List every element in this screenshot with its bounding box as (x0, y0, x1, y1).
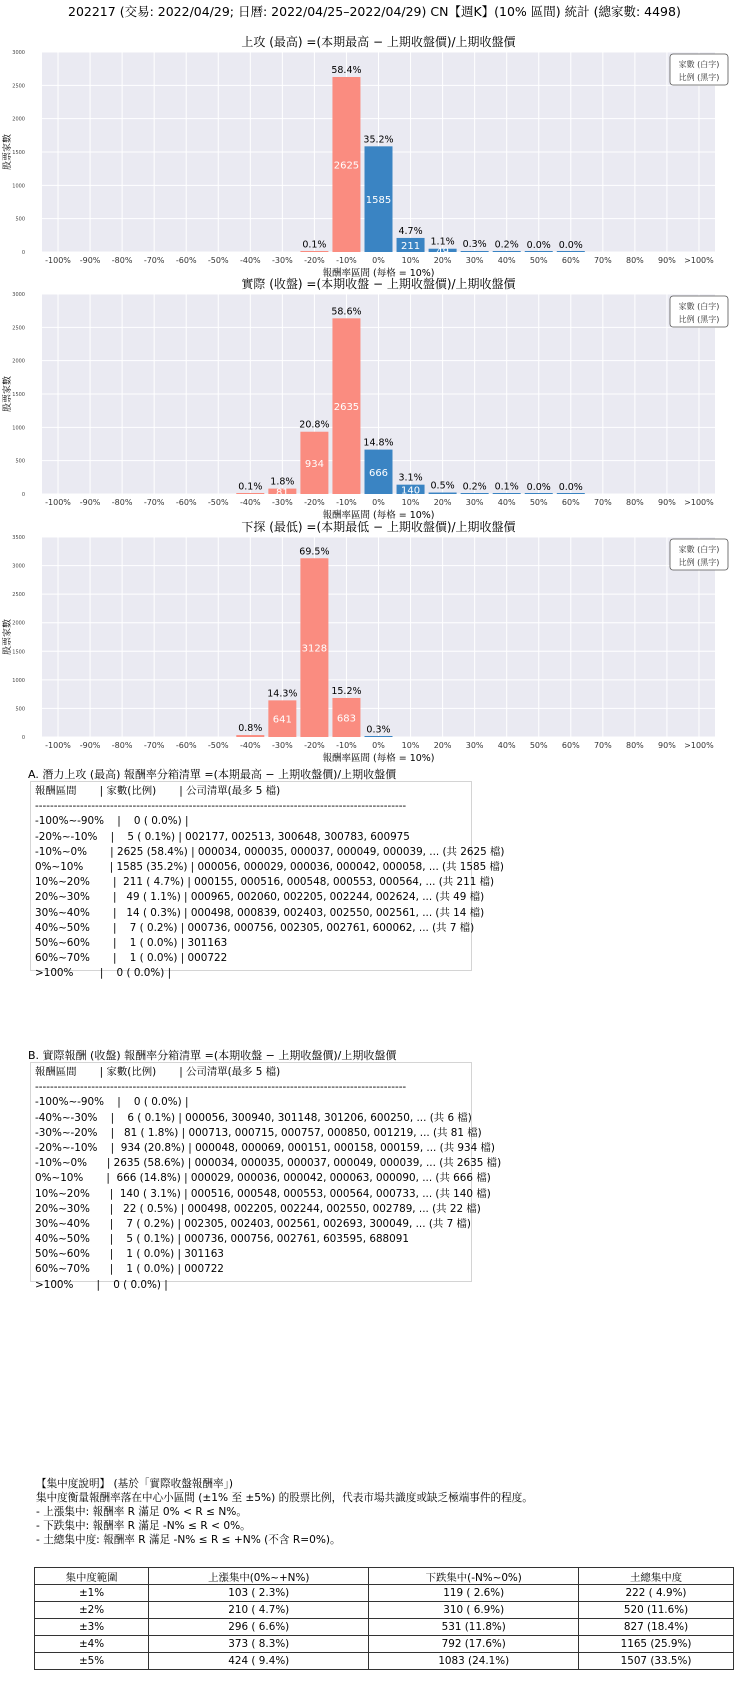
legend-line: 家數 (白字) (678, 545, 720, 554)
concentration-cell: 1083 (24.1%) (369, 1653, 579, 1670)
x-tick-label: 30% (465, 498, 484, 507)
dist-line: 20%~30% | 49 ( 1.1%) | 000965, 002060, 002205, 002244, 002624, ... (共 49 檔) (35, 891, 485, 904)
x-tick-label: -70% (143, 256, 165, 265)
pct-label: 0.1% (494, 481, 519, 493)
concentration-cell: 222 ( 4.9%) (579, 1585, 734, 1602)
pct-label: 35.2% (363, 134, 394, 146)
x-tick-label: -40% (239, 256, 261, 265)
concentration-cell: 310 ( 6.9%) (369, 1602, 579, 1619)
bar (365, 736, 393, 737)
pct-label: 20.8% (299, 419, 330, 431)
concentration-bullet-down: - 下跌集中: 報酬率 R 滿足 -N% ≤ R < 0%。 (36, 1520, 251, 1532)
dist-line: --------------------------------------------------------------------------------------------------- (35, 1081, 407, 1094)
x-tick-label: -90% (79, 741, 101, 750)
legend-line: 家數 (白字) (678, 302, 720, 311)
x-tick-label: 90% (658, 256, 676, 265)
pct-label: 0.5% (430, 480, 455, 492)
legend-line: 比例 (黑字) (678, 73, 720, 82)
y-axis-label: 股票家數 (3, 375, 13, 413)
pct-label: 58.6% (331, 306, 362, 318)
dist-line: 50%~60% | 1 ( 0.0%) | 301163 (35, 1248, 224, 1261)
concentration-cell: 1165 (25.9%) (579, 1636, 734, 1653)
x-tick-label: 0% (372, 498, 385, 507)
x-tick-label: 0% (372, 256, 385, 265)
x-tick-label: -40% (239, 741, 261, 750)
y-tick-label: 1000 (12, 183, 25, 190)
x-tick-label: 20% (433, 498, 452, 507)
section-a-box (30, 781, 505, 980)
chart-title: 下探 (最低) =(本期最低 − 上期收盤價)/上期收盤價 (241, 520, 516, 534)
x-tick-label: -20% (304, 256, 325, 265)
pct-label: 58.4% (331, 65, 362, 76)
x-tick-label: -10% (336, 498, 357, 507)
count-label: 934 (304, 458, 324, 470)
x-tick-label: 70% (593, 256, 612, 265)
x-tick-label: -80% (111, 498, 133, 507)
x-tick-label: -30% (272, 256, 293, 265)
chart-close (0, 276, 740, 526)
x-tick-label: 70% (593, 741, 612, 750)
concentration-cell: ±1% (35, 1585, 149, 1602)
pct-label: 0.1% (302, 239, 327, 251)
dist-line: --------------------------------------------------------------------------------------------------- (35, 800, 407, 813)
x-tick-label: -50% (207, 741, 229, 750)
y-axis-label: 股票家數 (3, 618, 13, 656)
concentration-bullet-total: - 土總集中度: 報酬率 R 滿足 -N% ≤ R ≤ +N% (不含 R=0%)。 (36, 1534, 341, 1546)
x-tick-label: -70% (143, 498, 165, 507)
x-tick-label: -100% (45, 741, 71, 750)
x-tick-label: -20% (304, 498, 325, 507)
concentration-bullet-up: - 上漲集中: 報酬率 R 滿足 0% < R ≤ N%。 (36, 1506, 247, 1518)
pct-label: 15.2% (331, 685, 362, 697)
x-tick-label: 60% (561, 498, 580, 507)
x-tick-label: 80% (625, 741, 644, 750)
count-label: 641 (272, 714, 292, 726)
y-tick-label: 1000 (12, 425, 25, 432)
x-tick-label: 50% (529, 741, 548, 750)
concentration-cell: 103 ( 2.3%) (149, 1585, 369, 1602)
x-tick-label: 40% (497, 256, 516, 265)
legend-line: 比例 (黑字) (678, 315, 720, 324)
bar (557, 251, 585, 252)
x-tick-label: 10% (401, 256, 420, 265)
pct-label: 14.8% (363, 437, 394, 449)
dist-line: 報酬區間 | 家數(比例) | 公司清單(最多 5 檔) (35, 1066, 281, 1078)
legend (670, 296, 728, 327)
dist-line: -40%~-30% | 6 ( 0.1%) | 000056, 300940, 301148, 301206, 600250, ... (共 6 檔) (35, 1111, 472, 1124)
pct-label: 0.0% (558, 239, 583, 251)
y-tick-label: 1500 (12, 150, 25, 156)
y-tick-label: 1000 (12, 677, 25, 684)
concentration-row (35, 1653, 734, 1670)
x-tick-label: >100% (684, 498, 714, 507)
dist-line: 20%~30% | 22 ( 0.5%) | 000498, 002205, 002244, 002550, 002789, ... (共 22 檔) (35, 1202, 481, 1215)
dist-line: 60%~70% | 1 ( 0.0%) | 000722 (35, 1263, 224, 1276)
concentration-cell: 424 ( 9.4%) (149, 1653, 369, 1670)
x-tick-label: 80% (625, 498, 644, 507)
x-tick-label: -90% (79, 498, 101, 507)
x-tick-label: -20% (304, 741, 325, 750)
dist-line: 30%~40% | 7 ( 0.2%) | 002305, 002403, 002561, 002693, 300049, ... (共 7 檔) (35, 1217, 471, 1230)
x-tick-label: 40% (497, 498, 516, 507)
dist-line: -30%~-20% | 81 ( 1.8%) | 000713, 000715, 000757, 000850, 001219, ... (共 81 檔) (35, 1126, 482, 1139)
count-label: 49 (436, 246, 449, 258)
chart-low (0, 519, 740, 769)
x-tick-label: -10% (336, 256, 357, 265)
pct-label: 0.0% (526, 239, 551, 251)
concentration-header: 下跌集中(-N%~0%) (369, 1568, 579, 1585)
dist-line: >100% | 0 ( 0.0%) | (35, 1278, 168, 1291)
y-tick-label: 3000 (12, 563, 25, 570)
x-tick-label: 30% (465, 741, 484, 750)
pct-label: 14.3% (267, 688, 298, 700)
x-axis-label: 報酬率區間 (每格 = 10%) (322, 268, 435, 279)
page-title: 202217 (交易: 2022/04/29; 日曆: 2022/04/25–2022/04/29) CN【週K】(10% 區間) 統計 (總家數: 4498) (68, 4, 681, 19)
x-tick-label: -100% (45, 256, 71, 265)
bar (300, 251, 328, 252)
pct-label: 0.2% (462, 481, 487, 493)
x-tick-label: 80% (625, 256, 644, 265)
bar (493, 493, 521, 494)
bar (461, 493, 489, 494)
x-tick-label: -50% (207, 498, 229, 507)
concentration-cell: ±5% (35, 1653, 149, 1670)
x-tick-label: -90% (79, 256, 101, 265)
dist-line: 0%~10% | 1585 (35.2%) | 000056, 000029, 000036, 000042, 000058, ... (共 1585 檔) (35, 860, 504, 873)
y-tick-label: 2000 (12, 358, 25, 365)
dist-line: -10%~0% | 2635 (58.6%) | 000034, 000035, 000037, 000049, 000039, ... (共 2635 檔) (35, 1157, 502, 1170)
x-tick-label: -80% (111, 256, 133, 265)
y-tick-label: 1500 (12, 649, 25, 656)
x-tick-label: -100% (45, 498, 71, 507)
count-label: 140 (401, 485, 421, 497)
x-tick-label: 50% (529, 498, 548, 507)
bar (236, 493, 264, 494)
dist-line: 報酬區間 | 家數(比例) | 公司清單(最多 5 檔) (35, 785, 281, 797)
count-label: 683 (336, 713, 356, 725)
y-tick-label: 3500 (12, 535, 25, 541)
x-tick-label: -70% (143, 741, 165, 750)
concentration-cell: 827 (18.4%) (579, 1619, 734, 1636)
legend (670, 539, 728, 570)
chart-low-svg (0, 519, 740, 769)
dist-line: -100%~-90% | 0 ( 0.0%) | (35, 1096, 189, 1109)
x-tick-label: -10% (336, 741, 357, 750)
concentration-cell: 520 (11.6%) (579, 1602, 734, 1619)
chart-title: 上攻 (最高) =(本期最高 − 上期收盤價)/上期收盤價 (241, 35, 516, 49)
pct-label: 0.0% (526, 481, 551, 493)
concentration-table (34, 1567, 734, 1670)
y-tick-label: 2000 (12, 620, 25, 627)
dist-line: 10%~20% | 140 ( 3.1%) | 000516, 000548, 000553, 000564, 000733, ... (共 140 檔) (35, 1187, 491, 1200)
count-label: 1585 (365, 195, 392, 207)
x-tick-label: 50% (529, 256, 548, 265)
count-label: 2625 (333, 160, 360, 172)
y-tick-label: 0 (21, 735, 25, 741)
dist-line: -100%~-90% | 0 ( 0.0%) | (35, 815, 189, 828)
y-tick-label: 0 (21, 492, 25, 498)
dist-line: -20%~-10% | 934 (20.8%) | 000048, 000069, 000151, 000158, 000159, ... (共 934 檔) (35, 1141, 495, 1154)
y-tick-label: 500 (15, 458, 25, 465)
dist-line: 40%~50% | 7 ( 0.2%) | 000736, 000756, 002305, 002761, 600062, ... (共 7 檔) (35, 921, 475, 934)
pct-label: 0.3% (462, 239, 487, 251)
x-tick-label: 10% (401, 741, 420, 750)
count-label: 81 (275, 487, 289, 499)
concentration-header: 土總集中度 (579, 1568, 734, 1585)
count-label: 211 (401, 240, 421, 252)
concentration-header: 集中度範圍 (35, 1568, 149, 1585)
section-b-title: B. 實際報酬 (收盤) 報酬率分箱清單 =(本期收盤 − 上期收盤價)/上期收盤價 (28, 1049, 397, 1062)
pct-label: 3.1% (398, 472, 423, 484)
concentration-desc: 集中度衡量報酬率落在中心小區間 (±1% 至 ±5%) 的股票比例，代表市場共識度或缺乏極端事件的程度。 (36, 1492, 533, 1504)
y-tick-label: 2500 (12, 592, 25, 599)
dist-line: -10%~0% | 2625 (58.4%) | 000034, 000035, 000037, 000049, 000039, ... (共 2625 檔) (35, 845, 505, 858)
x-tick-label: -60% (175, 256, 197, 265)
bar (557, 493, 585, 494)
bar (429, 493, 457, 494)
y-tick-label: 2500 (12, 325, 25, 332)
bar (493, 251, 521, 252)
x-tick-label: 20% (433, 256, 452, 265)
count-label: 2635 (333, 402, 360, 414)
y-tick-label: 500 (15, 706, 25, 713)
y-tick-label: 3000 (12, 50, 25, 56)
x-tick-label: 40% (497, 741, 516, 750)
x-tick-label: 20% (433, 741, 452, 750)
count-label: 3128 (301, 643, 328, 655)
concentration-cell: ±2% (35, 1602, 149, 1619)
dist-line: -20%~-10% | 5 ( 0.1%) | 002177, 002513, 300648, 300783, 600975 (35, 830, 410, 843)
legend (670, 54, 728, 85)
y-axis-label: 股票家數 (3, 133, 13, 171)
x-tick-label: -30% (272, 741, 293, 750)
concentration-cell: 531 (11.8%) (369, 1619, 579, 1636)
concentration-row (35, 1585, 734, 1602)
x-axis-label: 報酬率區間 (每格 = 10%) (322, 753, 435, 764)
concentration-cell: 373 ( 8.3%) (149, 1636, 369, 1653)
pct-label: 0.0% (558, 481, 583, 493)
dist-line: 0%~10% | 666 (14.8%) | 000029, 000036, 000042, 000063, 000090, ... (共 666 檔) (35, 1172, 491, 1185)
legend-line: 比例 (黑字) (678, 558, 720, 567)
concentration-cell: 792 (17.6%) (369, 1636, 579, 1653)
x-tick-label: 60% (561, 256, 580, 265)
concentration-header: 上漲集中(0%~+N%) (149, 1568, 369, 1585)
y-tick-label: 1500 (12, 392, 25, 398)
concentration-row (35, 1602, 734, 1619)
pct-label: 0.3% (366, 724, 391, 736)
concentration-cell: ±4% (35, 1636, 149, 1653)
bar (525, 493, 553, 494)
concentration-row (35, 1619, 734, 1636)
chart-close-svg (0, 276, 740, 526)
concentration-title: 【集中度說明】 (基於「實際收盤報酬率」) (36, 1478, 234, 1490)
y-tick-label: 3000 (12, 292, 25, 298)
x-tick-label: 10% (401, 498, 420, 507)
x-tick-label: 30% (465, 256, 484, 265)
concentration-row (35, 1636, 734, 1653)
chart-high-svg (0, 34, 740, 284)
x-tick-label: -60% (175, 741, 197, 750)
dist-line: >100% | 0 ( 0.0%) | (35, 967, 172, 980)
pct-label: 1.8% (270, 476, 295, 488)
x-tick-label: 90% (658, 498, 676, 507)
dist-line: 30%~40% | 14 ( 0.3%) | 000498, 000839, 002403, 002550, 002561, ... (共 14 檔) (35, 906, 485, 919)
y-tick-label: 0 (21, 250, 25, 256)
y-tick-label: 2000 (12, 116, 25, 123)
section-a-title: A. 潛力上攻 (最高) 報酬率分箱清單 =(本期最高 − 上期收盤價)/上期收盤價 (28, 768, 397, 781)
y-tick-label: 500 (15, 216, 25, 223)
x-tick-label: -50% (207, 256, 229, 265)
bar (525, 251, 553, 252)
legend-line: 家數 (白字) (678, 60, 720, 69)
chart-title: 實際 (收盤) =(本期收盤 − 上期收盤價)/上期收盤價 (241, 277, 516, 291)
concentration-cell: 119 ( 2.6%) (369, 1585, 579, 1602)
concentration-cell: 296 ( 6.6%) (149, 1619, 369, 1636)
pct-label: 4.7% (398, 225, 423, 237)
x-tick-label: >100% (684, 256, 714, 265)
x-tick-label: 70% (593, 498, 612, 507)
bar (236, 735, 264, 737)
concentration-cell: ±3% (35, 1619, 149, 1636)
dist-line: 40%~50% | 5 ( 0.1%) | 000736, 000756, 002761, 603595, 688091 (35, 1233, 410, 1246)
dist-line: 50%~60% | 1 ( 0.0%) | 301163 (35, 936, 228, 949)
x-tick-label: 0% (372, 741, 385, 750)
pct-label: 0.8% (238, 723, 263, 735)
concentration-note (36, 1477, 533, 1547)
x-tick-label: >100% (684, 741, 714, 750)
concentration-cell: 210 ( 4.7%) (149, 1602, 369, 1619)
y-tick-label: 2500 (12, 83, 25, 90)
concentration-header-row (35, 1568, 734, 1585)
x-tick-label: -60% (175, 498, 197, 507)
pct-label: 69.5% (299, 546, 330, 558)
x-tick-label: 90% (658, 741, 676, 750)
x-tick-label: -80% (111, 741, 133, 750)
dist-line: 60%~70% | 1 ( 0.0%) | 000722 (35, 952, 228, 965)
section-b-box (30, 1062, 502, 1291)
x-tick-label: 60% (561, 741, 580, 750)
pct-label: 0.1% (238, 481, 263, 493)
bar (461, 251, 489, 252)
chart-high (0, 34, 740, 284)
x-tick-label: -40% (239, 498, 261, 507)
count-label: 666 (368, 467, 389, 479)
dist-line: 10%~20% | 211 ( 4.7%) | 000155, 000516, 000548, 000553, 000564, ... (共 211 檔) (35, 876, 495, 889)
concentration-cell: 1507 (33.5%) (579, 1653, 734, 1670)
pct-label: 1.1% (430, 236, 455, 248)
x-axis-label: 報酬率區間 (每格 = 10%) (322, 510, 435, 521)
pct-label: 0.2% (494, 239, 519, 251)
x-tick-label: -30% (272, 498, 293, 507)
